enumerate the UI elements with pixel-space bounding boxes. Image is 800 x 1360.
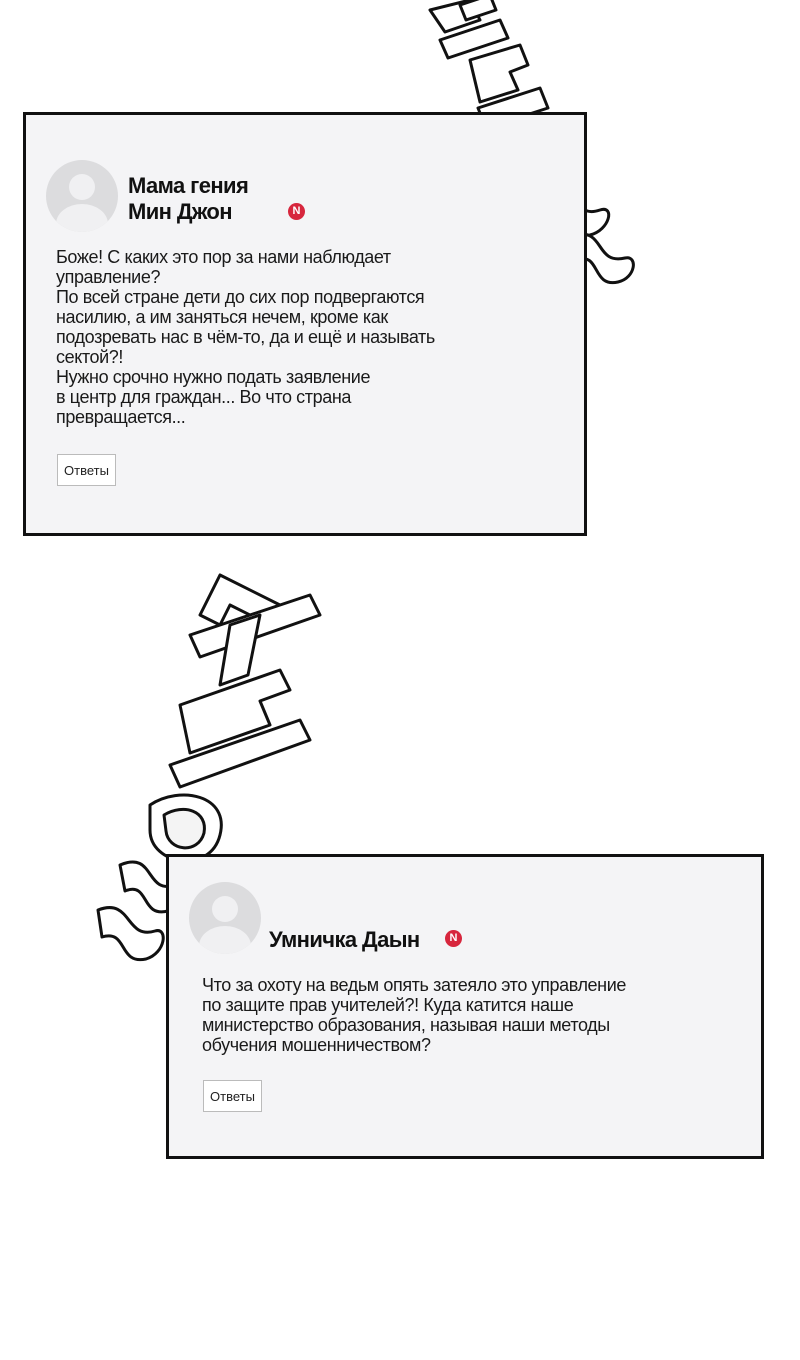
comment-username: Умничка Даын [269,927,420,952]
avatar-body-icon [199,926,251,954]
comment-text: Боже! С каких это пор за нами наблюдает управление? По всей стране дети до сих пор подвергаются насилию, а им заняться нечем, кроме как подозревать нас в чём-то, да и ещё и называть сектой?! Нужно срочно нужно подать заявление в центр для граждан... Во что страна превращается... [56,247,435,427]
replies-button[interactable]: Ответы [203,1080,262,1112]
avatar-head-icon [69,174,95,200]
comment-username: Мама гения Мин Джон [128,173,249,224]
comment-card-2 [166,854,764,1159]
avatar-head-icon [212,896,238,922]
avatar [189,882,261,954]
comment-text: Что за охоту на ведьм опять затеяло это управление по защите прав учителей?! Куда катится наше министерство образования, называя наши методы обучения мошенничеством? [202,975,626,1055]
replies-button[interactable]: Ответы [57,454,116,486]
new-badge-icon: N [288,203,305,220]
new-badge-icon: N [445,930,462,947]
avatar [46,160,118,232]
comment-card-1 [23,112,587,536]
avatar-body-icon [56,204,108,232]
